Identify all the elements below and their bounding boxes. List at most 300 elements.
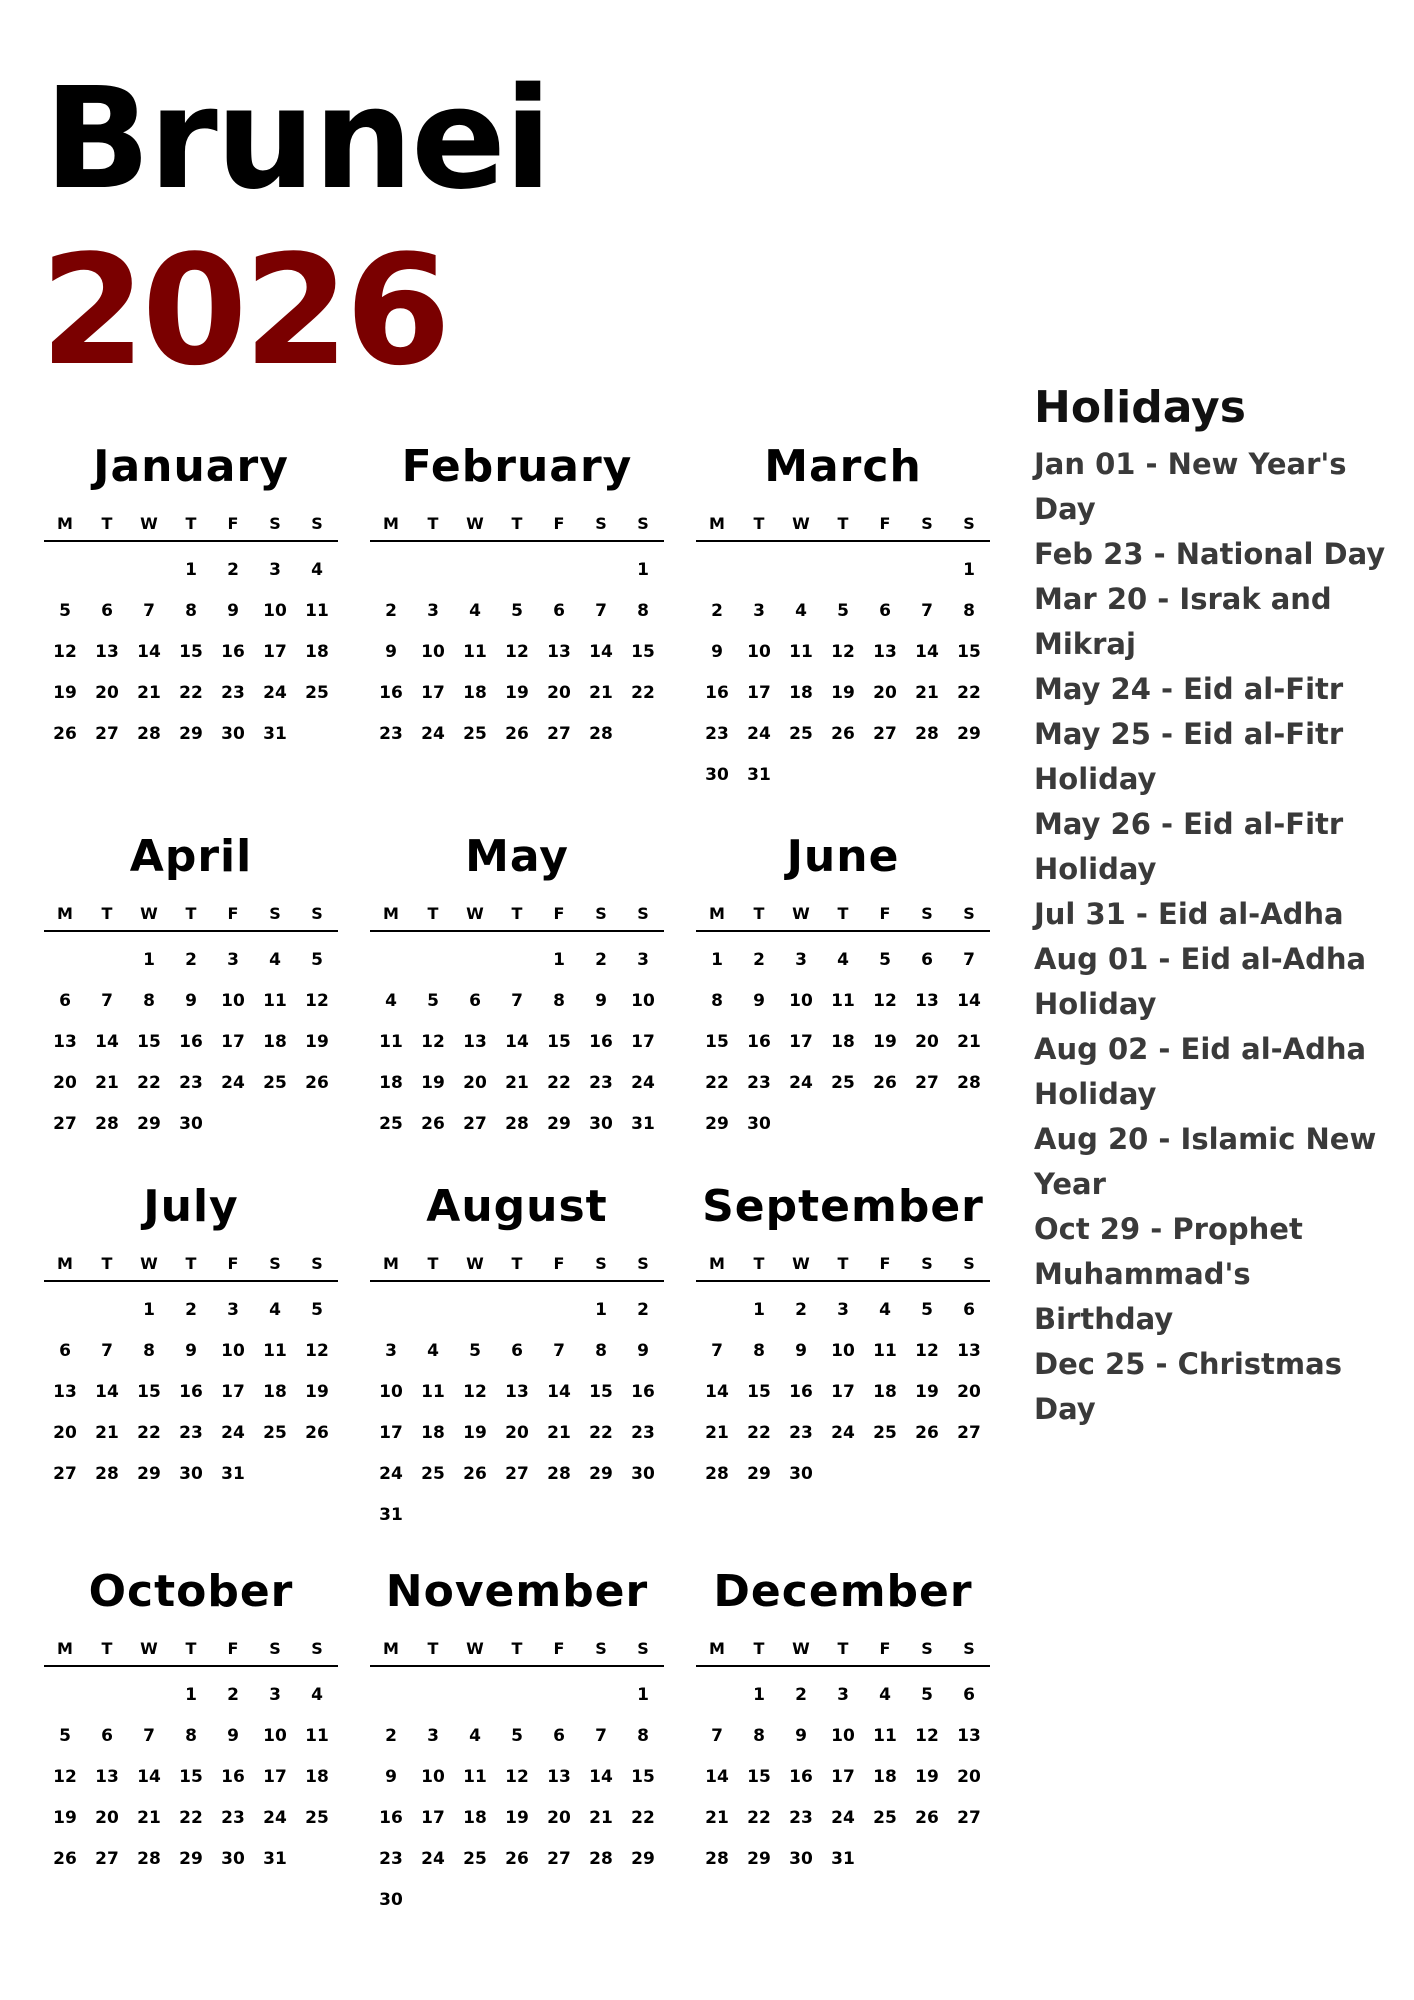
weekday-label: W [140, 1639, 158, 1658]
weekday-label: S [595, 1639, 607, 1658]
day-cell: 13 [53, 1382, 77, 1402]
week-row [370, 1022, 664, 1063]
day-cell: 17 [421, 1808, 445, 1828]
day-cell: 3 [837, 1300, 849, 1320]
day-cell [622, 1880, 664, 1921]
month-11 [370, 1565, 664, 1965]
day-cell: 20 [547, 683, 571, 703]
day-cell: 11 [305, 1726, 329, 1746]
week-row [370, 1063, 664, 1104]
day-cell: 9 [385, 1767, 397, 1787]
day-cell: 9 [185, 991, 197, 1011]
day-cell: 26 [915, 1423, 939, 1443]
week-row [370, 632, 664, 673]
week-row [44, 1454, 338, 1495]
day-cell [822, 550, 864, 591]
day-cell [906, 550, 948, 591]
day-cell: 24 [831, 1423, 855, 1443]
weekday-label: F [879, 904, 891, 923]
week-row [44, 1022, 338, 1063]
day-cell: 26 [53, 724, 77, 744]
month-name: November [385, 1566, 649, 1617]
day-cell: 12 [421, 1032, 445, 1052]
day-cell: 5 [511, 601, 523, 621]
day-cell [454, 1675, 496, 1716]
day-cell: 2 [185, 1300, 197, 1320]
day-cell: 17 [263, 642, 287, 662]
day-cell: 28 [95, 1114, 119, 1134]
weekday-label: F [553, 1254, 565, 1273]
weekday-label: F [227, 904, 239, 923]
months-grid [44, 440, 996, 1965]
day-cell: 14 [95, 1032, 119, 1052]
day-cell [696, 550, 738, 591]
weekday-label: F [227, 1254, 239, 1273]
holidays-title: Holidays [1034, 382, 1246, 433]
day-cell: 13 [95, 1767, 119, 1787]
holiday-item: May 25 - Eid al-Fitr Holiday [1034, 717, 1344, 796]
day-cell: 5 [879, 950, 891, 970]
day-cell: 4 [837, 950, 849, 970]
day-cell: 8 [143, 991, 155, 1011]
day-cell: 18 [873, 1382, 897, 1402]
day-cell: 13 [463, 1032, 487, 1052]
day-cell: 22 [747, 1423, 771, 1443]
day-cell: 18 [421, 1423, 445, 1443]
day-cell: 8 [637, 601, 649, 621]
week-row [370, 981, 664, 1022]
day-cell [128, 550, 170, 591]
day-cell: 1 [595, 1300, 607, 1320]
day-cell: 26 [305, 1423, 329, 1443]
month-3 [696, 440, 990, 830]
month-name: August [426, 1181, 608, 1232]
week-row [44, 1104, 338, 1145]
day-cell: 11 [789, 642, 813, 662]
day-cell [86, 550, 128, 591]
day-cell: 16 [747, 1032, 771, 1052]
day-cell: 3 [269, 560, 281, 580]
day-cell [496, 1675, 538, 1716]
day-cell: 24 [831, 1808, 855, 1828]
day-cell: 30 [705, 765, 729, 785]
week-row [696, 550, 990, 591]
day-cell: 12 [53, 1767, 77, 1787]
day-cell [906, 755, 948, 796]
weekday-label: S [637, 514, 649, 533]
day-cell: 10 [263, 601, 287, 621]
month-name: March [764, 441, 922, 492]
weekday-label: F [227, 514, 239, 533]
day-cell: 22 [631, 1808, 655, 1828]
week-row [696, 1454, 990, 1495]
day-cell: 27 [95, 1849, 119, 1869]
day-cell: 28 [705, 1464, 729, 1484]
day-cell: 16 [379, 1808, 403, 1828]
day-cell: 1 [711, 950, 723, 970]
day-cell: 31 [263, 1849, 287, 1869]
weekday-label: T [837, 1254, 849, 1273]
day-cell [86, 1675, 128, 1716]
day-cell: 25 [873, 1423, 897, 1443]
day-cell: 14 [137, 1767, 161, 1787]
day-cell: 10 [421, 1767, 445, 1787]
day-cell: 13 [547, 1767, 571, 1787]
weekday-label: F [227, 1639, 239, 1658]
day-cell: 24 [221, 1073, 245, 1093]
weekday-label: T [837, 1639, 849, 1658]
day-cell: 9 [385, 642, 397, 662]
day-cell: 13 [873, 642, 897, 662]
day-cell: 30 [379, 1890, 403, 1910]
day-cell: 27 [547, 724, 571, 744]
day-cell: 7 [143, 601, 155, 621]
day-cell: 20 [95, 683, 119, 703]
day-cell: 27 [463, 1114, 487, 1134]
day-cell: 18 [789, 683, 813, 703]
day-cell: 17 [379, 1423, 403, 1443]
day-cell: 22 [137, 1073, 161, 1093]
day-cell [496, 1880, 538, 1921]
holiday-item: May 24 - Eid al-Fitr [1034, 672, 1344, 706]
day-cell: 2 [385, 601, 397, 621]
weekday-label: T [427, 904, 439, 923]
day-cell: 1 [963, 560, 975, 580]
weekday-label: T [511, 1639, 523, 1658]
day-cell: 25 [831, 1073, 855, 1093]
day-cell: 19 [505, 683, 529, 703]
weekday-label: T [185, 904, 197, 923]
days-grid [44, 1282, 338, 1495]
day-cell: 30 [221, 1849, 245, 1869]
day-cell: 19 [505, 1808, 529, 1828]
day-cell: 9 [795, 1726, 807, 1746]
day-cell: 23 [705, 724, 729, 744]
weekday-label: M [709, 1639, 725, 1658]
day-cell [454, 1495, 496, 1536]
week-row [696, 591, 990, 632]
day-cell: 13 [957, 1726, 981, 1746]
holiday-item: Dec 25 - Christmas Day [1034, 1347, 1342, 1426]
weekday-label: M [383, 904, 399, 923]
day-cell: 29 [631, 1849, 655, 1869]
day-cell: 14 [705, 1767, 729, 1787]
day-cell: 27 [873, 724, 897, 744]
day-cell: 22 [179, 683, 203, 703]
day-cell: 29 [705, 1114, 729, 1134]
weekday-label: T [185, 1254, 197, 1273]
day-cell: 22 [631, 683, 655, 703]
day-cell [906, 1839, 948, 1880]
day-cell: 26 [463, 1464, 487, 1484]
month-7 [44, 1180, 338, 1565]
day-cell: 23 [747, 1073, 771, 1093]
day-cell [370, 940, 412, 981]
weekday-label: S [311, 1639, 323, 1658]
day-cell [254, 1104, 296, 1145]
day-cell: 19 [915, 1767, 939, 1787]
week-row [44, 1839, 338, 1880]
weekday-label: F [879, 514, 891, 533]
day-cell: 23 [589, 1073, 613, 1093]
day-cell: 16 [221, 1767, 245, 1787]
holiday-item: May 26 - Eid al-Fitr Holiday [1034, 807, 1344, 886]
day-cell: 9 [637, 1341, 649, 1361]
day-cell: 19 [873, 1032, 897, 1052]
day-cell: 4 [795, 601, 807, 621]
day-cell: 25 [379, 1114, 403, 1134]
day-cell: 5 [311, 950, 323, 970]
day-cell: 18 [873, 1767, 897, 1787]
day-cell: 2 [637, 1300, 649, 1320]
holiday-item: Jul 31 - Eid al-Adha [1034, 897, 1344, 931]
weekday-header [370, 508, 664, 542]
days-grid [696, 1667, 990, 1880]
day-cell: 8 [753, 1726, 765, 1746]
weekday-header [696, 1248, 990, 1282]
day-cell: 22 [957, 683, 981, 703]
week-row [696, 1757, 990, 1798]
day-cell [254, 1454, 296, 1495]
day-cell: 11 [263, 991, 287, 1011]
day-cell: 16 [789, 1382, 813, 1402]
day-cell: 3 [795, 950, 807, 970]
day-cell: 19 [463, 1423, 487, 1443]
month-name: September [702, 1181, 984, 1232]
day-cell: 14 [957, 991, 981, 1011]
day-cell: 11 [263, 1341, 287, 1361]
day-cell: 2 [595, 950, 607, 970]
day-cell: 20 [53, 1073, 77, 1093]
week-row [44, 981, 338, 1022]
weekday-label: S [963, 514, 975, 533]
weekday-header [44, 508, 338, 542]
day-cell: 25 [873, 1808, 897, 1828]
day-cell: 8 [963, 601, 975, 621]
weekday-label: M [383, 1639, 399, 1658]
holidays-list [1034, 442, 1394, 1432]
week-row [370, 1675, 664, 1716]
day-cell: 27 [957, 1423, 981, 1443]
day-cell: 22 [137, 1423, 161, 1443]
day-cell: 28 [915, 724, 939, 744]
days-grid [370, 932, 664, 1145]
weekday-header [370, 1248, 664, 1282]
day-cell: 25 [305, 1808, 329, 1828]
day-cell [580, 550, 622, 591]
month-name: December [713, 1566, 973, 1617]
day-cell: 5 [837, 601, 849, 621]
day-cell: 10 [221, 991, 245, 1011]
month-name: January [93, 441, 289, 492]
day-cell [496, 1290, 538, 1331]
day-cell: 17 [421, 683, 445, 703]
month-name: October [88, 1566, 294, 1617]
day-cell: 12 [915, 1726, 939, 1746]
week-row [370, 1413, 664, 1454]
day-cell: 22 [589, 1423, 613, 1443]
day-cell: 6 [553, 1726, 565, 1746]
day-cell [44, 550, 86, 591]
day-cell: 10 [379, 1382, 403, 1402]
week-row [44, 673, 338, 714]
week-row [696, 1104, 990, 1145]
week-row [44, 591, 338, 632]
weekday-label: S [269, 1254, 281, 1273]
day-cell: 18 [463, 683, 487, 703]
weekday-label: T [753, 514, 765, 533]
day-cell: 28 [589, 724, 613, 744]
weekday-label: T [753, 1254, 765, 1273]
day-cell: 24 [263, 683, 287, 703]
day-cell: 14 [95, 1382, 119, 1402]
day-cell: 27 [505, 1464, 529, 1484]
day-cell: 6 [59, 1341, 71, 1361]
day-cell: 23 [789, 1423, 813, 1443]
days-grid [44, 1667, 338, 1880]
country-title: Brunei [44, 58, 551, 221]
day-cell: 10 [831, 1341, 855, 1361]
day-cell: 19 [53, 1808, 77, 1828]
week-row [44, 1716, 338, 1757]
weekday-label: M [57, 1254, 73, 1273]
day-cell: 24 [421, 1849, 445, 1869]
week-row [370, 1757, 664, 1798]
day-cell: 11 [379, 1032, 403, 1052]
week-row [370, 714, 664, 755]
day-cell: 9 [711, 642, 723, 662]
day-cell: 30 [589, 1114, 613, 1134]
day-cell [296, 714, 338, 755]
day-cell: 26 [505, 1849, 529, 1869]
week-row [44, 1290, 338, 1331]
month-12 [696, 1565, 990, 1965]
week-row [44, 1063, 338, 1104]
day-cell: 24 [789, 1073, 813, 1093]
day-cell: 15 [137, 1382, 161, 1402]
day-cell: 9 [795, 1341, 807, 1361]
weekday-label: S [963, 1639, 975, 1658]
day-cell: 22 [547, 1073, 571, 1093]
day-cell: 23 [179, 1423, 203, 1443]
day-cell: 29 [747, 1849, 771, 1869]
day-cell: 21 [957, 1032, 981, 1052]
weekday-label: S [269, 514, 281, 533]
day-cell: 2 [753, 950, 765, 970]
day-cell: 28 [137, 1849, 161, 1869]
day-cell: 12 [53, 642, 77, 662]
day-cell [454, 1880, 496, 1921]
weekday-label: S [921, 1254, 933, 1273]
day-cell: 4 [311, 1685, 323, 1705]
weekday-label: S [921, 1639, 933, 1658]
weekday-label: S [637, 1254, 649, 1273]
day-cell: 25 [305, 683, 329, 703]
weekday-label: T [837, 514, 849, 533]
month-name: April [129, 831, 253, 882]
weekday-label: M [383, 1254, 399, 1273]
day-cell [538, 1675, 580, 1716]
week-row [370, 591, 664, 632]
day-cell: 20 [957, 1382, 981, 1402]
month-9 [696, 1180, 990, 1565]
day-cell: 16 [705, 683, 729, 703]
week-row [696, 1063, 990, 1104]
day-cell: 6 [553, 601, 565, 621]
day-cell: 30 [631, 1464, 655, 1484]
week-row [696, 714, 990, 755]
day-cell [412, 550, 454, 591]
day-cell [212, 1104, 254, 1145]
day-cell: 13 [53, 1032, 77, 1052]
day-cell: 21 [137, 683, 161, 703]
day-cell [580, 1880, 622, 1921]
holiday-item: Aug 20 - Islamic New Year [1034, 1122, 1377, 1201]
day-cell: 20 [95, 1808, 119, 1828]
weekday-label: F [879, 1254, 891, 1273]
days-grid [696, 1282, 990, 1495]
weekday-label: S [269, 904, 281, 923]
day-cell: 10 [747, 642, 771, 662]
weekday-label: T [753, 904, 765, 923]
day-cell: 5 [59, 601, 71, 621]
day-cell: 7 [711, 1726, 723, 1746]
day-cell: 3 [269, 1685, 281, 1705]
weekday-label: T [101, 514, 113, 533]
weekday-label: S [963, 904, 975, 923]
day-cell: 8 [185, 1726, 197, 1746]
week-row [370, 673, 664, 714]
day-cell: 2 [227, 1685, 239, 1705]
day-cell: 7 [711, 1341, 723, 1361]
day-cell [44, 940, 86, 981]
weekday-header [44, 898, 338, 932]
day-cell: 26 [915, 1808, 939, 1828]
day-cell: 2 [711, 601, 723, 621]
day-cell: 16 [789, 1767, 813, 1787]
day-cell: 14 [589, 642, 613, 662]
day-cell: 2 [227, 560, 239, 580]
day-cell: 20 [547, 1808, 571, 1828]
day-cell: 25 [421, 1464, 445, 1484]
day-cell: 30 [221, 724, 245, 744]
day-cell [696, 1290, 738, 1331]
day-cell: 5 [311, 1300, 323, 1320]
weekday-label: M [57, 514, 73, 533]
week-row [696, 1716, 990, 1757]
day-cell: 11 [873, 1341, 897, 1361]
day-cell: 18 [831, 1032, 855, 1052]
day-cell: 13 [505, 1382, 529, 1402]
week-row [696, 1372, 990, 1413]
day-cell: 19 [305, 1382, 329, 1402]
day-cell: 11 [463, 1767, 487, 1787]
day-cell: 25 [263, 1423, 287, 1443]
day-cell: 23 [789, 1808, 813, 1828]
weekday-label: S [311, 514, 323, 533]
day-cell: 28 [505, 1114, 529, 1134]
day-cell [906, 1454, 948, 1495]
day-cell [128, 1675, 170, 1716]
day-cell: 14 [137, 642, 161, 662]
month-10 [44, 1565, 338, 1965]
day-cell: 30 [789, 1464, 813, 1484]
day-cell: 24 [263, 1808, 287, 1828]
day-cell [370, 1675, 412, 1716]
weekday-label: T [101, 1639, 113, 1658]
day-cell: 8 [753, 1341, 765, 1361]
weekday-label: T [185, 1639, 197, 1658]
